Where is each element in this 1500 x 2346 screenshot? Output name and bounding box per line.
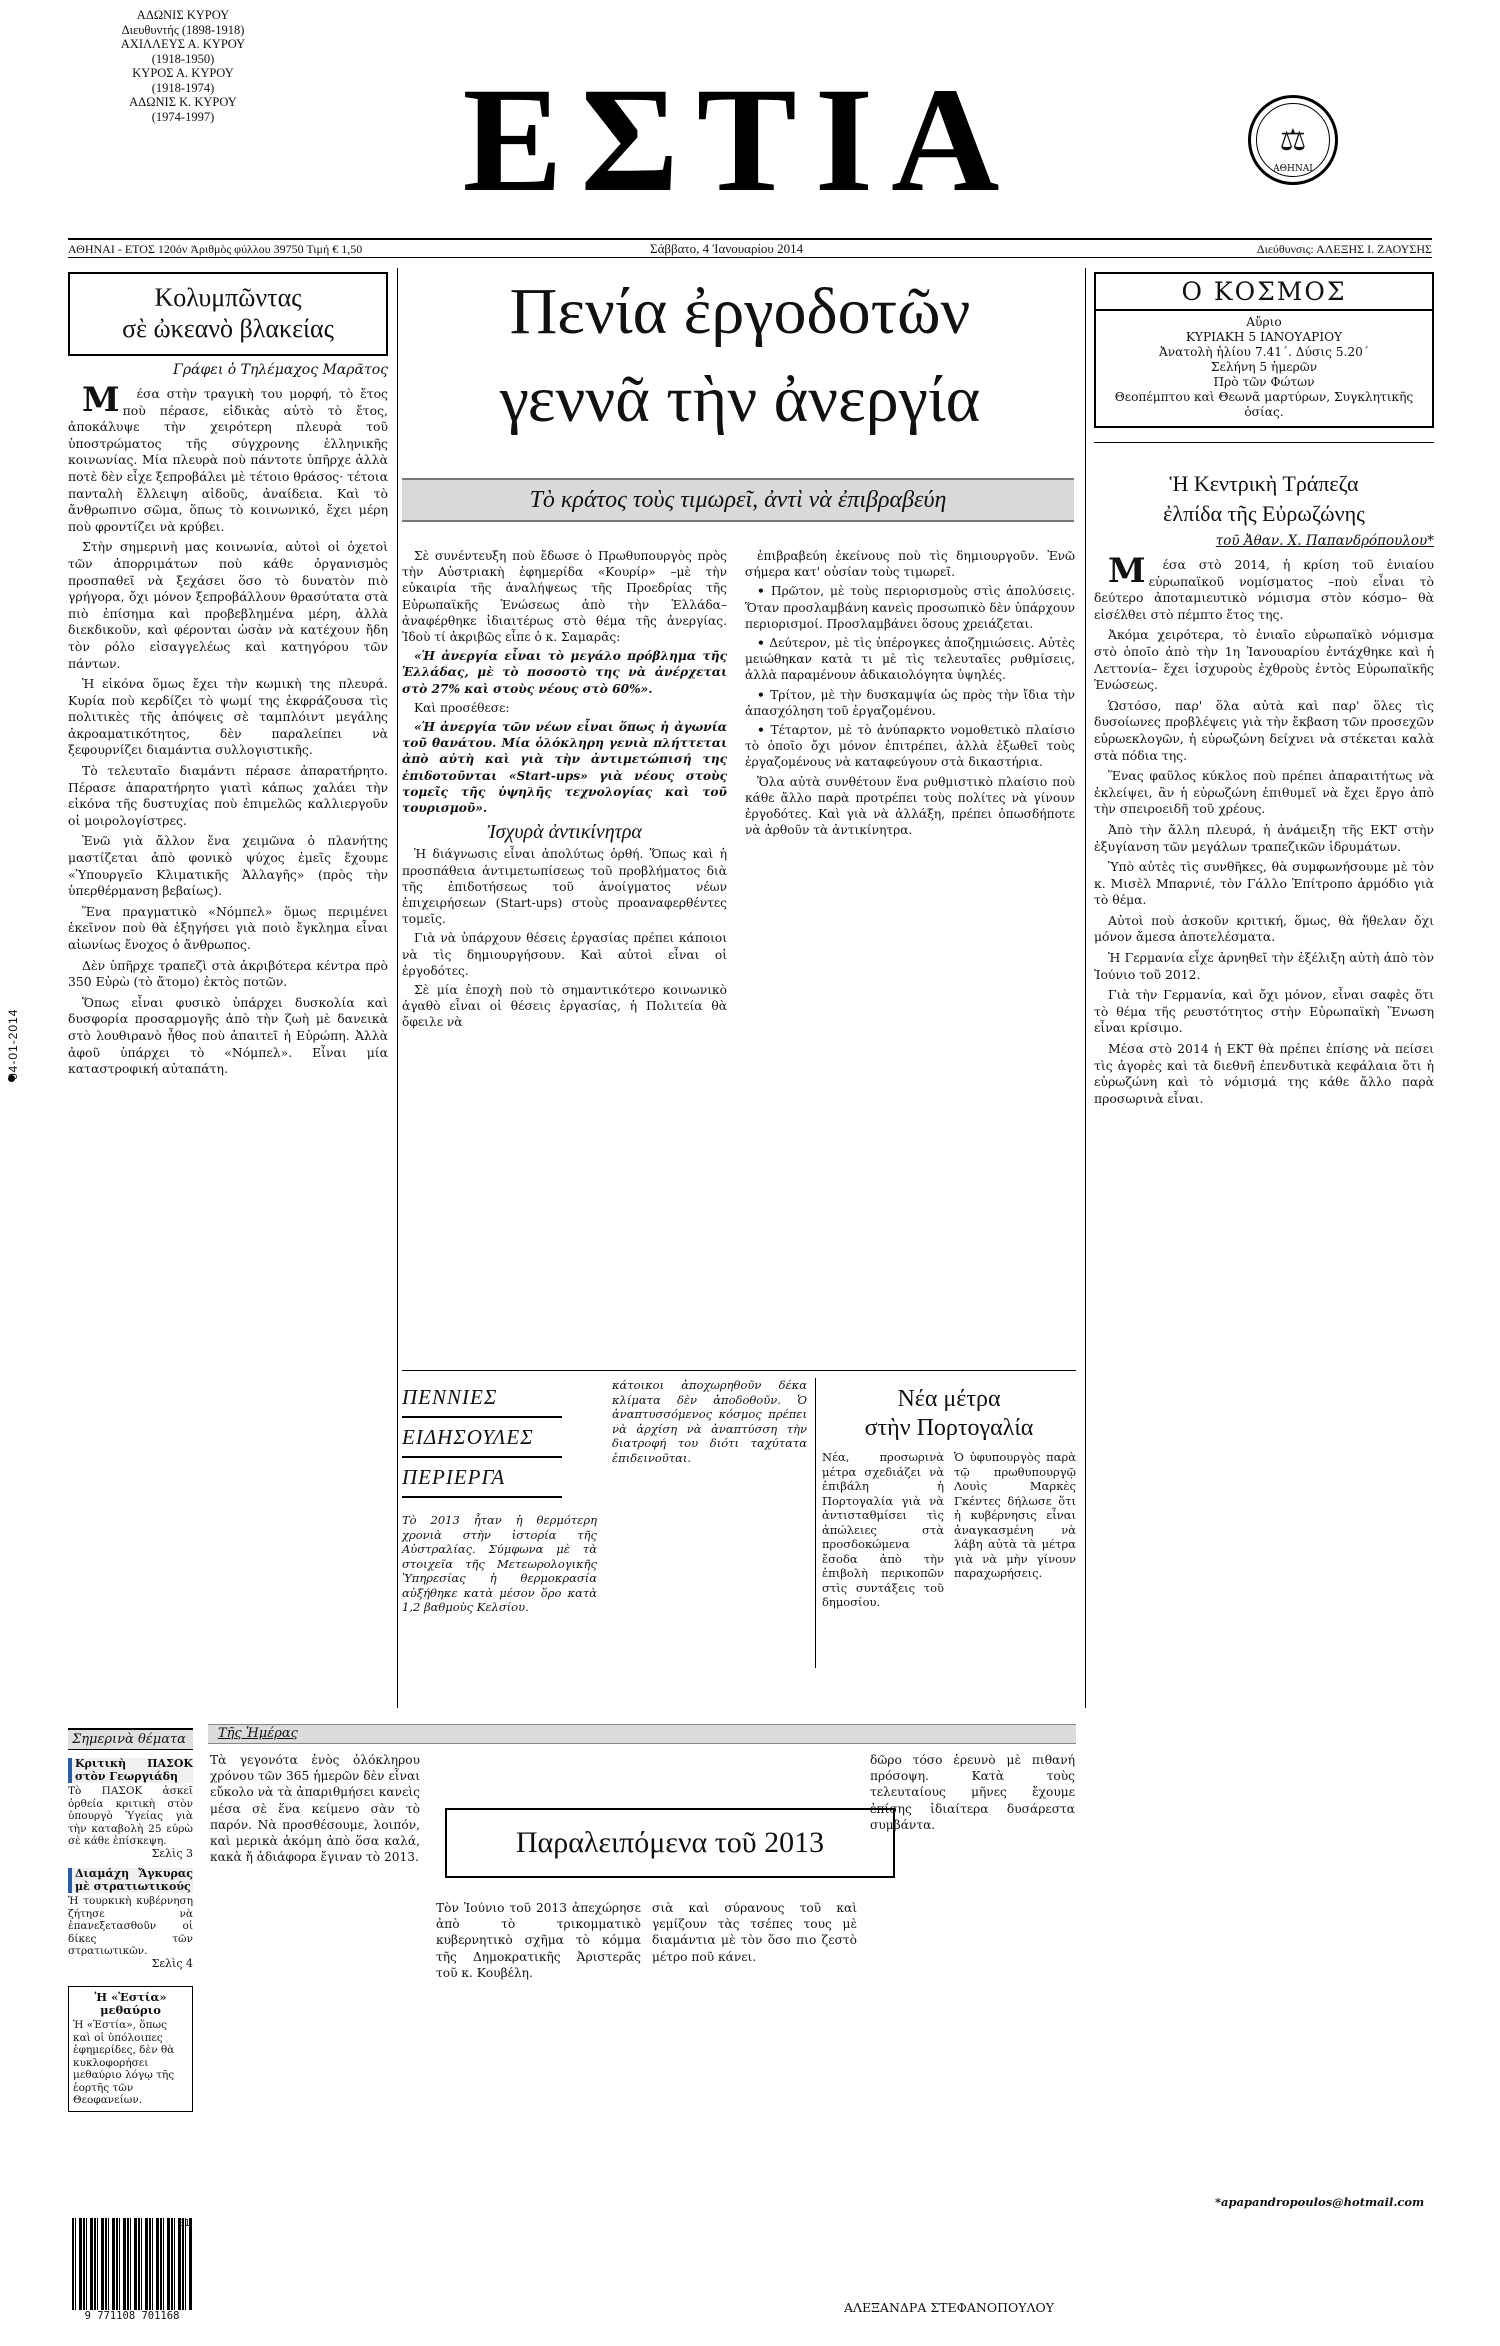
barcode: [72, 2218, 192, 2328]
imeras-col4: δῶρο τόσο ἐρευνὸ μὲ πιθανή πρόσοψη. Κατὰ τοὺς τελευταίους μῆνες ἔχουμε ἐπίσης ἰδιαίτερα δυσάρεστα συμβάντα.: [870, 1753, 1075, 1832]
pennies-logo: [402, 1378, 562, 1498]
founder-dates: (1974-1997): [151, 109, 215, 124]
kosmos-moon: Σελήνη 5 ἡμερῶν: [1210, 360, 1318, 374]
left-article-body: [68, 380, 388, 1078]
founder-name: ΚΥΡΟΣ Α. ΚΥΡΟΥ: [132, 66, 234, 80]
nea-metra-col2: Ὁ ὑφυπουργὸς παρὰ τῷ πρωθυπουργῷ Λουὶς Μαρκὲς Γκέντες δήλωσε ὅτι ἡ κυβέρνησις εἶναι ἀναγκασμένη νὰ λάβη αὐτὰ τὰ μέτρα γιὰ νὰ μὴν γίνουν παραχωρήσεις.: [954, 1450, 1076, 1580]
quote: «Ἡ ἀνεργία τῶν νέων εἶναι ὅπως ἡ ἀγωνία τοῦ θανάτου. Μία ὁλόκληρη γενιὰ πλήττεται ἀπὸ αὐτὴ καὶ γιὰ τὴν ἀντιμετώπισή της ἐπιδοτοῦνται «Start-ups» γιὰ νέους στοὺς τομεῖς τῆς ὑψηλῆς τεχνολογίας καὶ τοῦ τουρισμοῦ».: [402, 720, 727, 816]
left-article: [68, 272, 388, 1082]
bullet-paragraph: • Πρῶτον, μὲ τοὺς περιορισμοὺς στὶς ἀπολύσεις. Ὅταν προσλαμβάνη κανεὶς προσωπικὸ δὲν ὑπάρχουν περιορισμοί. Προσλαμβάνει ὅσους χρειάζεται.: [745, 583, 1075, 632]
kosmos-day: ΚΥΡΙΑΚΗ 5 ΙΑΝΟΥΑΡΙΟΥ: [1185, 330, 1343, 344]
column-divider: [815, 1378, 816, 1668]
paragraph: Ὅπως εἶναι φυσικὸ ὑπάρχει δυσκολία καὶ δυσφορία προσαρμογῆς ἀπὸ τὴν ζωὴ μὲ δανεικὰ στὸ λουθιρανὸ ἦθος ποὺ ἀπαιτεῖ ἡ Εὐρώπη. Ἀλλὰ ἀφοῦ ὑπάρχει τὸ «Νόμπελ». Εἶναι μία καταστροφική αὐταπάτη.: [68, 994, 388, 1077]
kosmos-title: Ο ΚΟΣΜΟΣ: [1096, 274, 1432, 311]
column-divider: [397, 268, 398, 1708]
paragraph: Ὑπὸ αὐτὲς τὶς συνθῆκες, θὰ συμφωνήσουμε μὲ τὸν κ. Μισὲλ Μπαρνιέ, τὸν Γάλλο Ἐπίτροπο ἁρμόδιο γιὰ τὸ θέμα.: [1094, 859, 1434, 908]
left-article-title-line1: Κολυμπῶντας: [154, 283, 302, 312]
paragraph: Μέσα στὸ 2014 ἡ ΕΚΤ θὰ πρέπει ἐπίσης νὰ πείσει τὶς ἀγορὲς καὶ τὰ διεθνῆ ἐπενδυτικὰ κεφάλαια ὅτι ἡ εὐρωζώνη καὶ τὸ νόμισμά της κάθε ἄλλο παρὰ προσωρινὰ εἶναι.: [1094, 1041, 1434, 1106]
bullet-paragraph: • Δεύτερον, μὲ τὶς ὑπέρογκες ἀποζημιώσεις. Αὐτὲς μειώθηκαν κατὰ τι μὲ τὶς τελευταῖες ρυθμίσεις, ἀλλὰ παραμένουν ἀδικαιολόγητα ὑψηλές.: [745, 635, 1075, 684]
nea-metra-title-line1: Νέα μέτρα: [897, 1386, 1001, 1412]
imeras-bar: [208, 1724, 1076, 1744]
highlight-item-text: Τὸ ΠΑΣΟΚ ἀσκεῖ ὀρθεία κριτικὴ στὸν ὑπουργὸ Ὑγείας γιὰ τὴν καταβολὴ 25 εὐρὼ σὲ κάθε ἐπίσκεψη.: [68, 1785, 193, 1847]
paragraph: Ἐνῶ γιὰ ἄλλον ἔνα χειμῶνα ὁ πλανήτης μαστίζεται ἀπὸ φονικὸ ψύχος ἐμεῖς ἔχουμε «Ὑπουργεῖο Κλιματικῆς Ἀλλαγῆς» (πρὸς τὴν ὑπερθέρμανση βεβαίως).: [68, 833, 388, 899]
highlight-item[interactable]: [68, 1758, 193, 1860]
founder-dates: (1918-1950): [151, 51, 215, 66]
paragraph: Ἕνας φαῦλος κύκλος ποὺ πρέπει ἀπαραιτήτως νὰ ἐκλείψει, ἂν ἡ εὐρωζώνη ἐπιθυμεῖ νὰ ἔχει ἔργο ἀπὸ τὴν σπειροειδῆ τοῦ χρέους.: [1094, 768, 1434, 817]
barcode-number: 9 771108 701168: [84, 2310, 180, 2322]
right-article-title: [1094, 469, 1434, 529]
paragraph: Ἀκόμα χειρότερα, τὸ ἑνιαῖο εὐρωπαϊκὸ νόμισμα στὸ ὁποῖο ἀπὸ τὴν 1η Ἰανουαρίου ἐντάχθηκε καὶ ἡ Λεττονία– ἔχει ἰσχυροὺς ἐχθροὺς ἐντὸς Εὐρωπαϊκῆς Ἑνώσεως.: [1094, 627, 1434, 693]
highlight-item-page: Σελὶς 4: [151, 1956, 193, 1970]
paragraph: Σὲ συνέντευξη ποὺ ἔδωσε ὁ Πρωθυπουργὸς πρὸς τὴν Αὐστριακὴ ἐφημερίδα «Κουρίρ» –μὲ τὴν εὐκαιρία τῆς ἀναλήψεως τῆς Προεδρίας τῆς Εὐρωπαϊκῆς Ἑνώσεως ἀπὸ τὴν Ἑλλάδα– ἀναφέρθηκε ἰδιαιτέρως στὸ θέμα τῆς ἀνεργίας. Ἰδοὺ τί ἀκριβῶς εἶπε ὁ κ. Σαμαρᾶς:: [402, 549, 727, 645]
pennies-col2: κάτοικοι ἀποχωρηθοῦν δέκα κλίματα δὲν ἀποδοθοῦν. Ὁ ἀναπτυσσόμενος κόσμος πρέπει νὰ ἀρχίση νὰ ἀναπτύσση τὴν διατροφή του διότι ταχύτατα ἐπιδεινοῦται.: [612, 1378, 807, 1465]
right-article-title-line2: ἐλπίδα τῆς Εὐρωζώνης: [1163, 501, 1365, 526]
kosmos-saints: Θεοπέμπτου καὶ Θεωνᾶ μαρτύρων, Συγκλητικῆς ὁσίας.: [1114, 390, 1414, 419]
nea-metra-title-line2: στὴν Πορτογαλία: [864, 1415, 1034, 1441]
paragraph: Γιὰ τὴν Γερμανία, καὶ ὄχι μόνον, εἶναι σαφὲς ὅτι τὸ θέμα τῆς ρευστότητος στὴν Εὐρωπαϊκὴ Ἕνωση εἶναι κρίσιμο.: [1094, 987, 1434, 1036]
main-headline: [420, 268, 1060, 444]
barcode-icon: [72, 2218, 192, 2310]
director-info: Διεύθυνσις: ΑΛΕΞΗΣ Ι. ΖΑΟΥΣΗΣ: [1256, 242, 1432, 256]
paragraph: Δὲν ὑπῆρχε τραπεζὶ στὰ ἀκριβότερα κέντρα πρὸ 350 Εὐρὼ (τὸ ἄτομο) ἐκτὸς ποτῶν.: [68, 957, 388, 990]
left-article-header: [68, 272, 388, 356]
paragraph: Ὡστόσο, παρ' ὅλα αὐτὰ καὶ παρ' ὅλες τὶς δυσοίωνες προβλέψεις γιὰ τὴν ἔκβαση τῶν προσεχῶν εὐρωεκλογῶν, ἡ εὐρωζώνη δείχνει νὰ στέκεται καλὰ στὰ πόδια της.: [1094, 697, 1434, 763]
newspaper-title: ΕΣΤΙΑ: [462, 57, 1018, 223]
imeras-title: Παραλειπόμενα τοῦ 2013: [445, 1808, 895, 1878]
nea-metra-col1: Νέα, προσωρινὰ μέτρα σχεδιάζει νὰ ἐπιβάλη ἡ Πορτογαλία γιὰ νὰ ἀντισταθμίσει τὶς ἀπώλειες στὰ προσδοκώμενα ἔσοδα ἀπὸ τὴν ἐπιβολὴ περικοπῶν στὶς συντάξεις τοῦ δημοσίου.: [822, 1450, 944, 1609]
seal-text: ΑΘΗΝΑΙ: [1273, 164, 1313, 174]
imeras-tag: Τῆς Ἡμέρας: [218, 1726, 298, 1741]
founder-name: ΑΔΩΝΙΣ Κ. ΚΥΡΟΥ: [129, 95, 237, 109]
quote: «Ἡ ἀνεργία εἶναι τὸ μεγάλο πρόβλημα τῆς Ἑλλάδας, μὲ τὸ ποσοστὸ της νὰ ἀνέρχεται στὸ 27% καὶ στοὺς νέους στὸ 60%».: [402, 649, 727, 696]
highlight-item-title: Κριτικὴ ΠΑΣΟΚ στὸν Γεωργιάδη: [68, 1758, 193, 1783]
paragraph: Ὅλα αὐτὰ συνθέτουν ἕνα ρυθμιστικὸ πλαίσιο ποὺ κάθε ἄλλο παρὰ προτρέπει τοὺς πολίτες νὰ γίνουν ἐργοδότες. Καὶ γιὰ νὰ ἀλλάξη, πρέπει ὁπωσδήποτε νὰ ἀρθοῦν τὰ ἀντικίνητρα.: [745, 774, 1075, 838]
divider: [402, 1370, 1076, 1371]
founders-list: [68, 8, 298, 124]
pennies-logo-line: ΕΙΔΗΣΟΥΛΕΣ: [402, 1418, 562, 1458]
pennies-col1: Τὸ 2013 ἦταν ἡ θερμότερη χρονιὰ στὴν ἱστορία τῆς Αὐστραλίας. Σύμφωνα μὲ τὰ στοιχεῖα τῆς Μετεωρολογικῆς Ὑπηρεσίας ἡ θερμοκρασία αὐξήθηκε κατὰ μέσον ὅρο κατὰ 1,2 βαθμοὺς Κελσίου.: [402, 1513, 597, 1614]
pennies-block: [402, 1378, 807, 1658]
right-column: [1094, 272, 1434, 1111]
side-date-stamp: 04-01-2014: [6, 1008, 20, 1080]
kosmos-box: [1094, 272, 1434, 428]
paragraph: Στὴν σημερινὴ μας κοινωνία, αὐτοὶ οἱ ὀχετοὶ τῶν ἀπορριμάτων ποὺ κάθε ὀργανισμὸς προσπαθεῖ νὰ ξεχάσει ὅσο τὸ δυνατὸν πιὸ γρήγορα, ὄχι μόνον ξεπροβάλλουν θρασύτατα στὰ πιὸ ἐπίσημα καὶ προβεβλημένα μέρη, ἀλλὰ διεκδικοῦν, καὶ φέρονται ὡσὰν νὰ κατέχουν ἤδη τὸν ρόλο εἰσαγγελέως καὶ κατηγόρου τῶν πάντων.: [68, 539, 388, 671]
paragraph: Ἕνα πραγματικὸ «Νόμπελ» ὅμως περιμένει ἐκεῖνον ποὺ θὰ ἐξηγήσει γιὰ ποιὸ ἔγκλημα εἶναι αἰωνίως ἔνοχος ὁ ἄνθρωπος.: [68, 903, 388, 952]
highlight-item-title: Διαμάχη Ἄγκυρας μὲ στρατιωτικούς: [68, 1868, 193, 1893]
highlight-item-text: Ἡ τουρκικὴ κυβέρνηση ζήτησε νὰ ἐπανεξετασθοῦν οἱ δίκες τῶν στρατιωτικῶν.: [68, 1895, 193, 1957]
barcode-issue-code: 01: [178, 2218, 191, 2229]
founder-dates: (1918-1974): [151, 80, 215, 95]
section-heading: Ἰσχυρὰ ἀντικίνητρα: [487, 821, 642, 844]
paragraph: Σὲ μία ἐποχὴ ποὺ τὸ σημαντικότερο κοινωνικὸ ἀγαθὸ εἶναι οἱ θέσεις ἐργασίας, ἡ Πολιτεία θὰ ὄφειλε νὰ: [402, 983, 727, 1030]
imeras-col2: Τὸν Ἰούνιο τοῦ 2013 ἀπεχώρησε ἀπὸ τὸ τρικομματικὸ κυβερνητικὸ σχῆμα τὸ κόμμα τῆς Δημοκρατικῆς Ἀριστερᾶς τοῦ κ. Κουβέλη.: [436, 1901, 641, 1980]
founder-dates: Διευθυντής (1898-1918): [121, 22, 245, 37]
info-bar: [68, 238, 1432, 258]
main-subheadline: Τὸ κράτος τοὺς τιμωρεῖ, ἀντὶ νὰ ἐπιβραβεύη: [402, 478, 1074, 522]
paragraph: Μέσα στὸ 2014, ἡ κρίση τοῦ ἑνιαίου εὐρωπαϊκοῦ νομίσματος –ποὺ εἶναι τὸ δεύτερο ἀποταμιευτικὸ νόμισμα στὸν κόσμο– θὰ εἰσέλθει στὸ πέμπτο ἔτος της.: [1094, 551, 1434, 622]
highlights-title: Σημερινὰ θέματα: [68, 1728, 193, 1750]
divider: [1094, 442, 1434, 443]
notice-text: Ἡ «Ἑστία», ὅπως καὶ οἱ ὑπόλοιπες ἐφημερίδες, δὲν θὰ κυκλοφορήσει μεθαύριο λόγῳ τῆς ἑορτῆς τῶν Θεοφανείων.: [73, 2019, 175, 2106]
column-divider: [1085, 268, 1086, 1708]
author-email: *apapandropoulos@hotmail.com: [1215, 2195, 1425, 2209]
imeras-col3: σιὰ καὶ σύρανους τοῦ καὶ γεμίζουν τὰς τσέπες τους μὲ διαμάντια μὲ τὸν ὅσο πιο ζεστὸ μέτρο ποῦ κάνει.: [652, 1901, 857, 1964]
paragraph: Τὸ τελευταῖο διαμάντι πέρασε ἀπαρατήρητο. Πέρασε ἀπαρατήρητο γιατὶ κάπως χαλάει τὴν εἰκόνα τῆς δυστυχίας ποὺ ἐπιμελῶς καλλιεργοῦν οἱ μοιρολογίστρες.: [68, 763, 388, 828]
main-article-col-b: [745, 548, 1075, 841]
paragraph: Ἡ Γερμανία εἶχε ἀρνηθεῖ τὴν ἐξέλιξη αὐτὴ ἀπὸ τὸν Ἰούνιο τοῦ 2012.: [1094, 950, 1434, 982]
paragraph: Ἡ διάγνωσις εἶναι ἀπολύτως ὀρθή. Ὅπως καὶ ἡ προσπάθεια ἀντιμετωπίσεως τοῦ προβλήματος διὰ τῆς ἐπιδοτήσεως τοῦ ἀνοίγματος νέων ἐπιχειρήσεων (Start-ups) στοὺς προαναφερθέντες τομεῖς.: [402, 847, 727, 927]
kosmos-feast: Πρὸ τῶν Φώτων: [1213, 375, 1315, 389]
paragraph: ἐπιβραβεύη ἐκείνους ποὺ τὶς δημιουργοῦν. Ἐνῶ σήμερα κατ' οὐσίαν τοὺς τιμωρεῖ.: [745, 549, 1075, 580]
paragraph: Καὶ προσέθεσε:: [414, 700, 510, 715]
left-article-byline: Γράφει ὁ Τηλέμαχος Μαρᾶτος: [173, 362, 388, 378]
paragraph: Ἡ εἰκόνα ὅμως ἔχει τὴν κωμικὴ της πλευρά. Κυρία ποὺ κερδίζει τὸ ψωμί της ἐκφράζουσα τὶς πολιτικὲς τῆς ἀπόψεις σὲ ταμπλόιντ μεγάλης ἀκροαματικότητος, δὲν παραλείπει νὰ ξεφουρνίζει διαμάντια συλλογιστικῆς.: [68, 676, 388, 758]
founder-name: ΑΧΙΛΛΕΥΣ Α. ΚΥΡΟΥ: [120, 37, 246, 51]
pennies-logo-line: ΠΕΡΙΕΡΓΑ: [402, 1458, 562, 1498]
imeras-col1: Τὰ γεγονότα ἑνὸς ὁλόκληρου χρόνου τῶν 365 ἡμερῶν δὲν εἶναι εὔκολο νὰ τὰ ἀπαριθμήσει κανεὶς μέσα σὲ ἕνα κείμενο σὰν τὸ παρόν. Νὰ προσθέσουμε, λοιπόν, καὶ μερικὰ ἀκόμη ἀπὸ ὅσα καλά, κακὰ ἤ ἀδιάφορα ἔγιναν τὸ 2013.: [210, 1753, 420, 1865]
pennies-logo-line: ΠΕΝΝΙΕΣ: [402, 1378, 562, 1418]
seal-figure-icon: ⚖: [1256, 103, 1330, 177]
right-article-title-line1: Ἡ Κεντρικὴ Τράπεζα: [1169, 471, 1359, 496]
issue-info: ΑΘΗΝΑΙ - ΕΤΟΣ 120όν Ἀριθμὸς φύλλου 39750 Τιμή € 1,50: [68, 242, 363, 256]
highlights-box: [68, 1728, 193, 2112]
highlight-item[interactable]: [68, 1868, 193, 1970]
notice-title: Ἡ «Ἑστία» μεθαύριο: [94, 1990, 167, 2017]
kosmos-tomorrow: Αὔριο: [1246, 315, 1282, 329]
bullet-paragraph: • Τέταρτον, μὲ τὸ ἀνύπαρκτο νομοθετικὸ πλαίσιο τὸ ὁποῖο ὄχι μόνον ἐπιτρέπει, ἀλλὰ ἐξωθεῖ τοὺς ἐργαζομένους νὰ καταφεύγουν στὰ δικαστήρια.: [745, 722, 1075, 771]
founder-name: ΑΔΩΝΙΣ ΚΥΡΟΥ: [136, 8, 230, 22]
right-article-body: [1094, 551, 1434, 1107]
left-article-title-line2: σὲ ὠκεανὸ βλακείας: [122, 314, 334, 343]
nea-metra-title: [822, 1385, 1076, 1443]
kosmos-sun: Ἀνατολὴ ἡλίου 7.41΄. Δύσις 5.20΄: [1158, 345, 1370, 359]
main-headline-line2: γεννᾶ τὴν ἀνεργία: [499, 363, 981, 436]
main-headline-line1: Πενία ἐργοδοτῶν: [509, 275, 971, 348]
paragraph: Αὐτοὶ ποὺ ἀσκοῦν κριτική, ὅμως, θὰ ἤθελαν ὄχι μόνον ἄμεσα ἀποτελέσματα.: [1094, 912, 1434, 945]
seal-logo: [1248, 95, 1338, 185]
highlight-item-page: Σελὶς 3: [151, 1846, 193, 1860]
paragraph: Γιὰ νὰ ὑπάρχουν θέσεις ἐργασίας πρέπει κάποιοι νὰ τὶς δημιουργήσουν. Καὶ αὐτοὶ εἶναι οἱ ἐργοδότες.: [402, 931, 727, 978]
notice-box: [68, 1986, 193, 2112]
main-article-col-a: [402, 548, 727, 1034]
issue-date: Σάββατο, 4 Ἰανουαρίου 2014: [650, 241, 804, 256]
paragraph: Ἀπὸ τὴν ἄλλη πλευρά, ἡ ἀνάμειξη τῆς ΕΚΤ στὴν ἐξυγίανση τῶν μεγάλων τραπεζικῶν ἱδρυμάτων.: [1094, 821, 1434, 854]
bullet-paragraph: • Τρίτον, μὲ τὴν δυσκαμψία ὡς πρὸς τὴν ἴδια τὴν ἀπασχόληση τοῦ ἐργαζομένου.: [745, 687, 1075, 719]
right-article-byline: τοῦ Ἀθαν. Χ. Παπανδρόπουλου*: [1215, 533, 1434, 549]
nea-metra-signature: ΑΛΕΞΑΝΔΡΑ ΣΤΕΦΑΝΟΠΟΥΛΟΥ: [843, 2300, 1055, 2315]
paragraph: Μέσα στὴν τραγικὴ του μορφή, τὸ ἔτος ποὺ πέρασε, εἰδικὰς αὐτὸ τὸ ἔτος, ἀποκάλυψε τὴν χειρότερη πλευρὰ τοῦ ὑποστρώματος τῆς σύγχρονης ἑλληνικῆς κοινωνίας. Μία πλευρὰ ποὺ πάντοτε ὑπῆρχε ἀλλὰ ποτὲ δὲν εἶχε ξεπροβάλει μὲ τέτοιο θράσος· τέτοια πανταλὴ ἔλλειψη αἰδοῦς, ἀναίδεια. Καὶ τὸ ἄνθρωπινο σῶμα, ὅπως τὸ κοινωνικό, ἔχει μέρη ποὺ φροντίζει νὰ κρύβει.: [68, 380, 388, 534]
